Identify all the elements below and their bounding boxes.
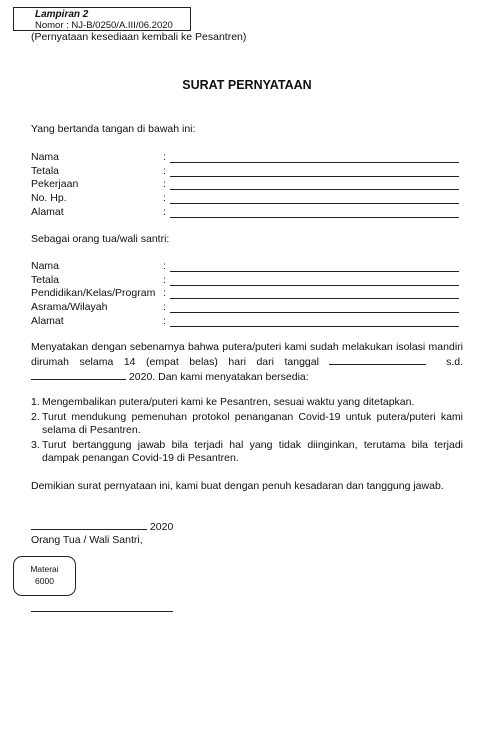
stamp-label: Materai bbox=[30, 564, 59, 574]
field-label: Nama bbox=[31, 260, 60, 272]
list-item: 2. Turut mendukung pemenuhan protokol penanganan Covid-19 untuk putera/puteri kami selama di Pesantren. bbox=[31, 410, 463, 436]
document-subtitle: (Pernyataan kesediaan kembali ke Pesantren) bbox=[31, 31, 247, 43]
field-colon: : bbox=[163, 164, 166, 177]
field-blank-line[interactable] bbox=[170, 207, 459, 218]
form-field-row bbox=[31, 176, 459, 190]
field-label: Alamat bbox=[31, 205, 64, 218]
signature-year: 2020 bbox=[149, 521, 174, 533]
attachment-box bbox=[13, 7, 191, 31]
field-colon: : bbox=[163, 301, 166, 314]
statement-part2: s.d. bbox=[446, 356, 464, 368]
statement-part3: 2020. Dan kami menyatakan bersedia: bbox=[128, 371, 309, 383]
field-blank-line[interactable] bbox=[170, 152, 459, 163]
field-colon: : bbox=[163, 260, 166, 272]
form-field-row bbox=[31, 299, 459, 313]
commitment-list bbox=[31, 396, 463, 467]
document-number: Nomor : NJ-B/0250/A.III/06.2020 bbox=[35, 20, 173, 31]
field-label: Alamat bbox=[31, 314, 64, 327]
signature-date-blank[interactable] bbox=[31, 519, 147, 530]
attachment-label: Lampiran 2 bbox=[35, 9, 89, 20]
field-label: Nama bbox=[31, 151, 60, 163]
field-colon: : bbox=[163, 151, 166, 163]
field-label: Asrama/Wilayah bbox=[31, 301, 108, 314]
field-label: Pendidikan/Kelas/Program bbox=[31, 287, 156, 300]
signature-line[interactable] bbox=[31, 611, 173, 612]
field-label: No. Hp. bbox=[31, 192, 67, 205]
guardian-intro: Sebagai orang tua/wali santri: bbox=[31, 233, 170, 245]
signer-role: Orang Tua / Wali Santri, bbox=[31, 534, 143, 546]
form-field-row bbox=[31, 204, 459, 218]
form-field-row bbox=[31, 190, 459, 204]
statement-part1: Menyatakan dengan sebenarnya bahwa putera/puteri kami sudah melakukan isolasi mandiri dirumah selama 14 (empat belas) hari dari tanggal bbox=[31, 341, 463, 368]
field-blank-line[interactable] bbox=[170, 166, 459, 177]
field-blank-line[interactable] bbox=[170, 179, 459, 190]
form-field-row bbox=[31, 313, 459, 327]
field-colon: : bbox=[163, 205, 166, 218]
date-to-blank[interactable] bbox=[31, 369, 126, 380]
field-blank-line[interactable] bbox=[170, 275, 459, 286]
date-from-blank[interactable] bbox=[329, 354, 426, 365]
field-colon: : bbox=[163, 178, 166, 191]
intro-text: Yang bertanda tangan di bawah ini: bbox=[31, 123, 196, 135]
signature-date bbox=[31, 519, 173, 534]
form-field-row bbox=[31, 258, 459, 272]
field-blank-line[interactable] bbox=[170, 302, 459, 313]
stamp-duty-box bbox=[13, 556, 76, 596]
stamp-value: 6000 bbox=[35, 576, 54, 586]
field-label: Tetala bbox=[31, 273, 60, 286]
field-blank-line[interactable] bbox=[170, 261, 459, 272]
field-blank-line[interactable] bbox=[170, 316, 459, 327]
form-field-row bbox=[31, 149, 459, 163]
closing-text: Demikian surat pernyataan ini, kami buat dengan penuh kesadaran dan tanggung jawab. bbox=[31, 480, 444, 492]
field-label: Tetala bbox=[31, 164, 60, 177]
form-field-row bbox=[31, 163, 459, 177]
statement-paragraph bbox=[31, 340, 463, 384]
field-blank-line[interactable] bbox=[170, 288, 459, 299]
form-field-row bbox=[31, 285, 459, 299]
form-field-row bbox=[31, 272, 459, 286]
list-item: 1. Mengembalikan putera/puteri kami ke Pesantren, sesuai waktu yang ditetapkan. bbox=[31, 396, 415, 408]
field-blank-line[interactable] bbox=[170, 193, 459, 204]
field-colon: : bbox=[163, 287, 166, 300]
field-colon: : bbox=[163, 314, 166, 327]
list-item: 3. Turut bertanggung jawab bila terjadi hal yang tidak diinginkan, terutama bila terjadi dampak penangan Covid-19 di Pesantren. bbox=[31, 438, 463, 464]
field-colon: : bbox=[163, 273, 166, 286]
document-title: SURAT PERNYATAAN bbox=[182, 78, 312, 92]
field-label: Pekerjaan bbox=[31, 178, 79, 191]
field-colon: : bbox=[163, 192, 166, 205]
